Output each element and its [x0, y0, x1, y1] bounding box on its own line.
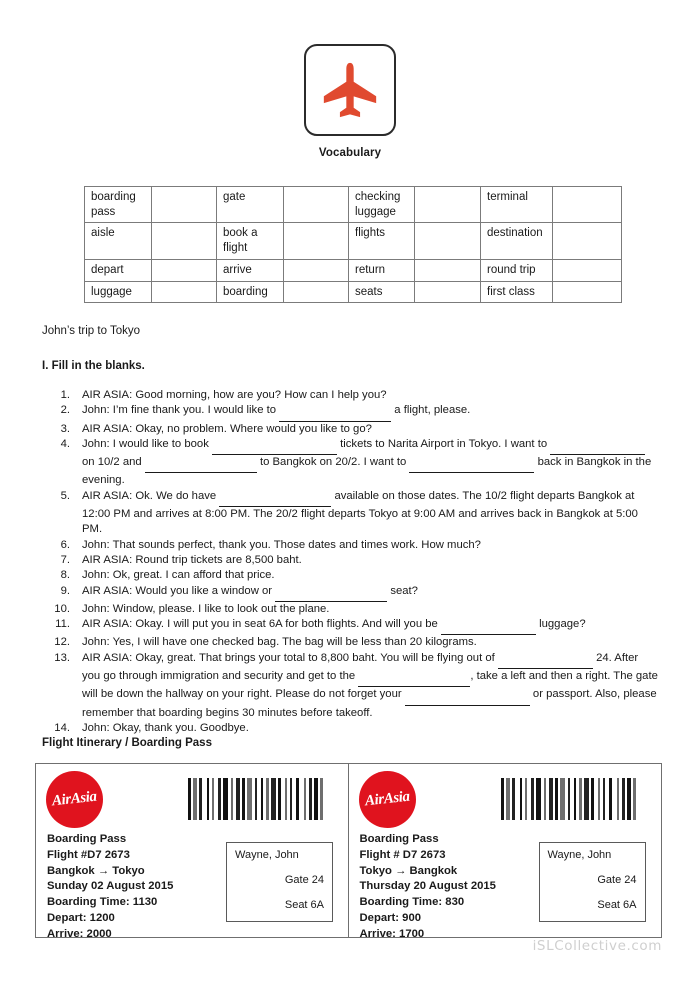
vocabulary-word: terminal — [481, 187, 553, 223]
dialogue-text-run: or passport. Also, please remember that boarding begins 30 minutes before takeoff. — [82, 688, 657, 719]
vocabulary-word: luggage — [85, 281, 152, 303]
dialogue-text — [82, 584, 658, 602]
boarding-pass-stub — [226, 842, 333, 922]
vocabulary-word: depart — [85, 259, 152, 281]
dialogue-text-run: John: I’m fine thank you. I would like to — [82, 404, 280, 417]
vocabulary-answer-blank[interactable] — [152, 281, 217, 303]
dialogue-item — [42, 437, 658, 489]
vocabulary-table-body — [85, 187, 622, 303]
dialogue-number: 4. — [60, 437, 70, 450]
dialogue-text-run: AIR ASIA: Round trip tickets are 8,500 baht. — [82, 553, 302, 566]
worksheet-header — [0, 44, 700, 159]
vocabulary-word: checking luggage — [349, 187, 415, 223]
dialogue-text-run: seat? — [387, 584, 418, 597]
dialogue-text-run: available on those dates. The 10/2 flight departs Bangkok at 12:00 PM and arrives at 8:00 PM. The 20/2 flight departs Tokyo at 9:00 AM and arrives back in Bangkok at 5:00 PM. — [82, 489, 638, 536]
vocabulary-answer-blank[interactable] — [553, 223, 622, 259]
boarding-pass — [36, 764, 349, 940]
dialogue-text — [82, 538, 658, 553]
vocabulary-answer-blank[interactable] — [152, 223, 217, 259]
gate-number: Gate 24 — [597, 874, 637, 886]
vocabulary-answer-blank[interactable] — [284, 223, 349, 259]
vocabulary-word: boarding — [217, 281, 284, 303]
answer-blank[interactable] — [219, 491, 331, 507]
vocabulary-answer-blank[interactable] — [553, 259, 622, 281]
dialogue-item — [42, 489, 658, 538]
passenger-name: Wayne, John — [547, 849, 612, 861]
vocabulary-row — [85, 187, 622, 223]
boarding-pass-detail-line: Boarding Time: 1130 — [47, 896, 158, 908]
seat-number: Seat 6A — [597, 899, 637, 911]
boarding-pass-details — [47, 832, 173, 942]
dialogue-text-run: on 10/2 and — [82, 456, 145, 469]
vocabulary-answer-blank[interactable] — [553, 187, 622, 223]
vocabulary-answer-blank[interactable] — [415, 281, 481, 303]
answer-blank[interactable] — [498, 653, 593, 669]
dialogue-text — [82, 568, 658, 583]
barcode — [501, 778, 641, 820]
vocabulary-word: first class — [481, 281, 553, 303]
dialogue-item — [42, 584, 658, 602]
vocabulary-word: book a flight — [217, 223, 284, 259]
dialogue-number: 3. — [60, 422, 70, 435]
dialogue-number: 7. — [60, 553, 70, 566]
vocabulary-word: return — [349, 259, 415, 281]
dialogue-list — [42, 388, 658, 736]
boarding-pass-detail-line: Flight # D7 2673 — [359, 848, 446, 861]
barcode — [188, 778, 328, 820]
boarding-pass-detail-line: Flight #D7 2673 — [47, 848, 130, 861]
vocabulary-word: flights — [349, 223, 415, 259]
boarding-pass-detail-line: Arrive: 1700 — [359, 927, 425, 940]
airasia-logo — [359, 771, 416, 828]
dialogue-item — [42, 635, 658, 650]
vocabulary-row — [85, 281, 622, 303]
dialogue-number: 11. — [55, 618, 70, 631]
dialogue-item — [42, 617, 658, 635]
boarding-pass-detail-line: Boarding Pass — [47, 833, 127, 845]
airplane-icon — [319, 59, 381, 121]
vocabulary-answer-blank[interactable] — [415, 223, 481, 259]
dialogue-text-run: a flight, please. — [391, 404, 471, 417]
dialogue-text — [82, 388, 658, 403]
dialogue-text — [82, 617, 658, 635]
dialogue-text — [82, 721, 658, 736]
answer-blank[interactable] — [358, 671, 470, 687]
dialogue-number: 9. — [60, 584, 70, 597]
dialogue-text — [82, 651, 658, 721]
dialogue-number: 2. — [60, 404, 70, 417]
boarding-pass-details — [360, 832, 496, 942]
dialogue-text — [82, 602, 658, 617]
answer-blank[interactable] — [550, 439, 645, 455]
gate-number: Gate 24 — [284, 874, 324, 886]
answer-blank[interactable] — [212, 439, 337, 455]
dialogue-text-run: , take a left and then a right. The gate will be down the hallway on your right. Please do not forget your — [82, 670, 658, 701]
boarding-pass-stub — [539, 842, 646, 922]
dialogue-item — [42, 422, 658, 437]
dialogue-number: 1. — [60, 389, 70, 401]
dialogue-text-run: back in Bangkok in the evening. — [82, 456, 652, 487]
dialogue-item — [42, 538, 658, 553]
dialogue-text-run: AIR ASIA: Ok. We do have — [82, 489, 220, 502]
page-title: Vocabulary — [318, 147, 382, 159]
dialogue-number: 10. — [54, 602, 70, 615]
dialogue-item — [42, 602, 658, 617]
dialogue-number: 6. — [60, 538, 70, 551]
airplane-icon-card — [304, 44, 396, 136]
answer-blank[interactable] — [409, 457, 534, 473]
dialogue-number: 14. — [54, 721, 70, 734]
vocabulary-word: boarding pass — [85, 187, 152, 223]
vocabulary-word: destination — [481, 223, 553, 259]
vocabulary-answer-blank[interactable] — [284, 281, 349, 303]
dialogue-text-run: AIR ASIA: Okay, great. That brings your total to 8,800 baht. You will be flying out of — [82, 651, 498, 664]
dialogue-text-run: luggage? — [535, 618, 586, 631]
boarding-pass-detail-line: Tokyo → Bangkok — [359, 864, 458, 877]
answer-blank[interactable] — [145, 457, 257, 473]
vocabulary-answer-blank[interactable] — [553, 281, 622, 303]
boarding-pass-detail-line: Thursday 20 August 2015 — [359, 880, 496, 893]
dialogue-text-run: John: Okay, thank you. Goodbye. — [82, 721, 249, 734]
dialogue-text-run: AIR ASIA: Would you like a window or — [82, 584, 276, 597]
vocabulary-answer-blank[interactable] — [152, 259, 217, 281]
dialogue-text-run: to Bangkok on 20/2. I want to — [256, 456, 410, 469]
airasia-logo — [46, 771, 103, 828]
dialogue-text-run: AIR ASIA: Good morning, how are you? How can I help you? — [82, 389, 387, 401]
dialogue-text — [82, 489, 658, 538]
answer-blank[interactable] — [279, 405, 391, 421]
boarding-pass-detail-line: Arrive: 2000 — [47, 927, 112, 940]
dialogue-text-run: AIR ASIA: Okay. I will put you in seat 6A for both flights. And will you be — [82, 618, 441, 631]
vocabulary-word: round trip — [481, 259, 553, 281]
dialogue-text-run: AIR ASIA: Okay, no problem. Where would you like to go? — [82, 422, 372, 435]
airasia-logo-text: AirAsia — [51, 788, 98, 810]
answer-blank[interactable] — [405, 689, 530, 705]
dialogue-text-run: John: Ok, great. I can afford that price. — [82, 569, 275, 582]
vocabulary-word: seats — [349, 281, 415, 303]
dialogue-text-run: John: Window, please. I like to look out the plane. — [82, 602, 330, 615]
vocabulary-row — [85, 259, 622, 281]
answer-blank[interactable] — [275, 586, 387, 602]
dialogue-item — [42, 651, 658, 721]
dialogue-text — [82, 422, 658, 437]
dialogue-text-run: John: That sounds perfect, thank you. Those dates and times work. How much? — [82, 538, 481, 551]
dialogue-text-run: John: Yes, I will have one checked bag. The bag will be less than 20 kilograms. — [82, 636, 477, 649]
dialogue-item — [42, 568, 658, 583]
boarding-pass-detail-line: Boarding Time: 830 — [359, 896, 465, 908]
boarding-pass — [349, 764, 662, 940]
vocabulary-answer-blank[interactable] — [284, 187, 349, 223]
dialogue-number: 13. — [54, 651, 70, 664]
boarding-pass-container — [35, 763, 662, 938]
dialogue-text — [82, 553, 658, 568]
vocabulary-word: arrive — [217, 259, 284, 281]
dialogue-number: 12. — [54, 636, 70, 649]
vocabulary-row — [85, 223, 622, 259]
dialogue-text — [82, 403, 658, 421]
dialogue-text-run: tickets to Narita Airport in Tokyo. I want to — [337, 437, 551, 450]
vocabulary-answer-blank[interactable] — [284, 259, 349, 281]
passenger-name: Wayne, John — [235, 849, 299, 861]
vocabulary-word: gate — [217, 187, 284, 223]
vocabulary-answer-blank[interactable] — [415, 259, 481, 281]
vocabulary-word: aisle — [85, 223, 152, 259]
section-heading-fill-in-the-blanks: I. Fill in the blanks. — [42, 360, 145, 372]
dialogue-text-run: John: I would like to book — [82, 437, 212, 450]
boarding-pass-detail-line: Depart: 1200 — [47, 911, 115, 924]
dialogue-text — [82, 635, 658, 650]
dialogue-item — [42, 403, 658, 421]
watermark: iSLCollective.com — [532, 938, 662, 954]
vocabulary-answer-blank[interactable] — [152, 187, 217, 223]
answer-blank[interactable] — [441, 619, 536, 635]
airasia-logo-text: AirAsia — [363, 788, 411, 810]
boarding-pass-detail-line: Bangkok → Tokyo — [47, 864, 145, 877]
seat-number: Seat 6A — [284, 899, 324, 911]
dialogue-number: 5. — [60, 489, 70, 502]
dialogue-item — [42, 721, 658, 736]
dialogue-text-run: 24. After you go through immigration and security and get to the — [82, 651, 639, 683]
vocabulary-answer-blank[interactable] — [415, 187, 481, 223]
dialogue-item — [42, 388, 658, 403]
boarding-pass-detail-line: Boarding Pass — [359, 833, 439, 845]
itinerary-heading: Flight Itinerary / Boarding Pass — [42, 737, 212, 749]
trip-subtitle: John’s trip to Tokyo — [42, 325, 141, 337]
dialogue-text — [82, 437, 658, 489]
boarding-pass-detail-line: Sunday 02 August 2015 — [47, 880, 174, 893]
boarding-pass-detail-line: Depart: 900 — [359, 911, 422, 924]
dialogue-number: 8. — [60, 569, 70, 582]
dialogue-item — [42, 553, 658, 568]
vocabulary-table — [84, 186, 622, 303]
